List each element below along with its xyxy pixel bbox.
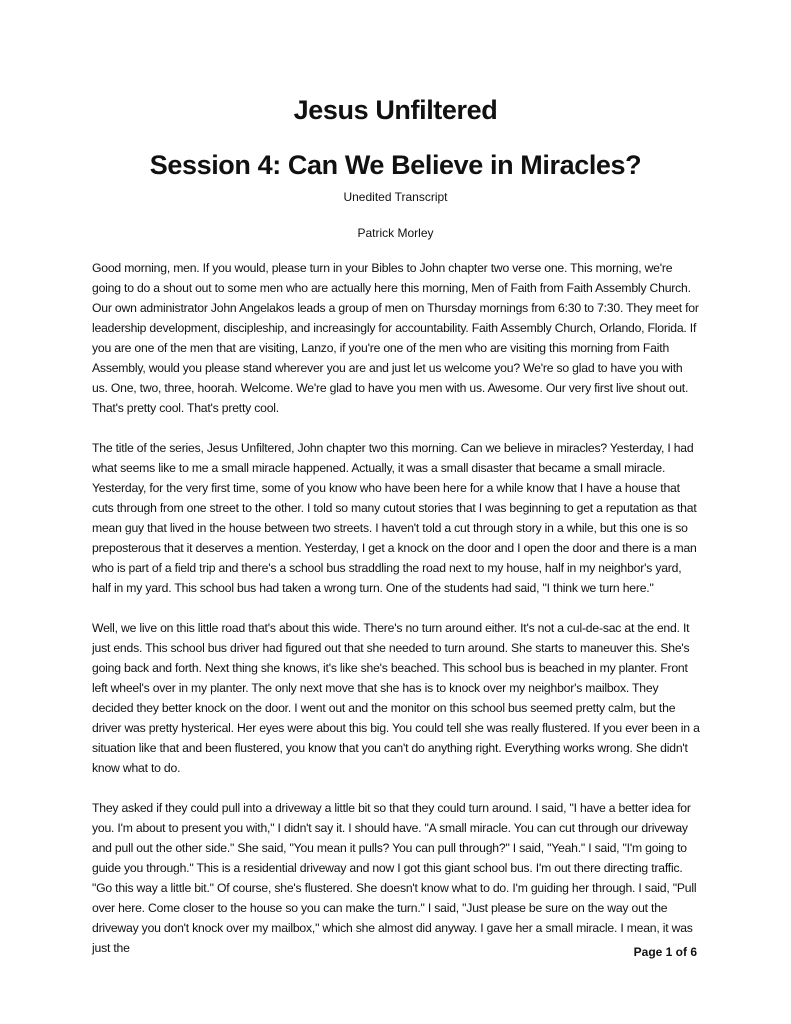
page-number: Page 1 of 6	[633, 945, 697, 959]
paragraph: Well, we live on this little road that's about this wide. There's no turn around either. It's not a cul-de-sac at the end. It just ends. This school bus driver had figured out that she needed to turn around. She starts to maneuver this. She's going back and forth. Next thing she knows, it's like she's beached. This school bus is beached in my planter. Front left wheel's over in my planter. The only next move that she has is to knock over my neighbor's mailbox. They decided they better knock on the door. I went out and the monitor on this school bus seemed pretty calm, but the driver was pretty hysterical. Her eyes were about this big. You could tell she was really flustered. If you ever been in a situation like that and been flustered, you know that you can't do anything right. Everything works wrong. She didn't know what to do.	[92, 621, 700, 775]
document-author: Patrick Morley	[357, 226, 434, 240]
document-title: Jesus Unfiltered	[293, 95, 498, 125]
paragraph: The title of the series, Jesus Unfiltered, John chapter two this morning. Can we believe in miracles? Yesterday, I had what seems like to me a small miracle happened. Actually, it was a small disaster that became a small miracle. Yesterday, for the very first time, some of you know who have been here for a while know that I have a house that cuts through from one street to the other. I told so many cutout stories that I was beginning to get a reputation as that mean guy that lived in the house between two streets. I haven't told a cut through story in a while, but this one is so preposterous that it deserves a mention. Yesterday, I get a knock on the door and I open the door and there is a man who is part of a field trip and there's a school bus straddling the road next to my house, half in my neighbor's yard, half in my yard. This school bus had taken a wrong turn. One of the students had said, "I think we turn here."	[92, 441, 697, 595]
document-subtitle: Unedited Transcript	[343, 190, 448, 204]
transcript-body	[92, 258, 700, 978]
paragraph: They asked if they could pull into a driveway a little bit so that they could turn around. I said, "I have a better idea for you. I'm about to present you with," I didn't say it. I should have. "A small miracle. You can cut through our driveway and pull out the other side." She said, "You mean it pulls? You can pull through?" I said, "Yeah." I said, "I'm going to guide you through." This is a residential driveway and now I got this giant school bus. I'm out there directing traffic. "Go this way a little bit." Of course, she's flustered. She doesn't know what to do. I'm guiding her through. I said, "Pull over here. Come closer to the house so you can make the turn." I said, "Just please be sure on the way out the driveway you don't knock over my mailbox," which she almost did anyway. I gave her a small miracle. I mean, it was just the	[92, 801, 697, 955]
paragraph: Good morning, men. If you would, please turn in your Bibles to John chapter two verse one. This morning, we're going to do a shout out to some men who are actually here this morning, Men of Faith from Faith Assembly Church. Our own administrator John Angelakos leads a group of men on Thursday mornings from 6:30 to 7:30. They meet for leadership development, discipleship, and increasingly for accountability. Faith Assembly Church, Orlando, Florida. If you are one of the men that are visiting, Lanzo, if you're one of the men who are visiting this morning from Faith Assembly, would you please stand wherever you are and just let us welcome you? We're so glad to have you with us. One, two, three, hoorah. Welcome. We're glad to have you men with us. Awesome. Our very first live shout out. That's pretty cool. That's pretty cool.	[92, 261, 699, 415]
session-title: Session 4: Can We Believe in Miracles?	[149, 150, 642, 180]
